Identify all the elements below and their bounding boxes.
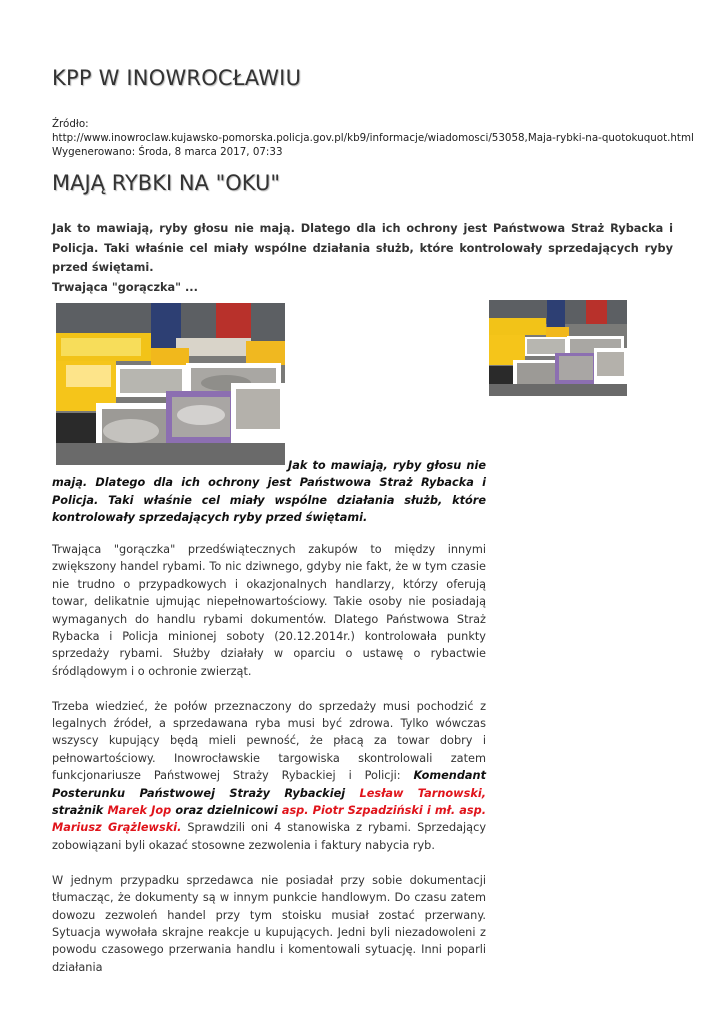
p2-intro: Trzeba wiedzieć, że połów przeznaczony do sprzedaży musi pochodzić z legalnych źródeł, a sprzedawana ryba musi być zdrowa. Tylko wówczas wszyscy kupujący będą mieli pewność, że płacą za towar dobry i pełnowartościowy. Inowrocławskie targowiska skontrolowali zatem funkcjonariusze Państwowej Straży Rybackiej i Policji: [52,699,486,783]
paragraph-1: Trwająca "gorączka" przedświątecznych zakupów to między innymi zwiększony handel rybami. To nic dziwnego, gdyby nie fakt, że w tym czasie nie trudno o przypadkowych i okazjonalnych handlarzy, którzy oferują towar, delikatnie ujmując niepełnowartościowy. Takie osoby nie posiadają wymaganych do handlu rybami dokumentów. Dlatego Państwowa Straż Rybacka i Policja minionej soboty (20.12.2014r.) kontrolowała punkty sprzedaży rybami. Służby działały w oparciu o ustawę o rybactwie śródlądowym i o ochronie zwierząt. [52,543,486,678]
p2-name-jop: Marek Jop [107,804,172,818]
document-meta [52,117,694,159]
fish-market-photo [56,303,285,465]
paragraph-3: W jednym przypadku sprzedawca nie posiadał przy sobie dokumentacji tłumacząc, że dokumenty są w innym punkcie handlowym. Do czasu zatem dowozu zezwoleń handel przy tym stoisku musiał zostać przerwany. Sytuacja wywołała skrajne reakcje u kupujących. Jedni byli niezadowoleni z powodu czasowego przerwania handlu i komentowali sytuację. Inni poparli działania [52,873,486,974]
p2-officer-names: asp. Piotr Szpadziński i mł. asp. Mariusz Grążlewski. [52,804,486,835]
p2-officers-title: oraz dzielnicowi [171,804,282,818]
fish-market-thumbnail[interactable] [489,300,627,396]
source-label: Źródło: [52,118,89,130]
site-title: KPP W INOWROCŁAWIU [52,66,302,90]
source-url[interactable]: http://www.inowroclaw.kujawsko-pomorska.policja.gov.pl/kb9/informacje/wiadomosci/53058,Maja-rybki-na-quotokuquot.html [52,132,694,144]
lead-more: Trwająca "gorączka" ... [52,280,198,294]
article-body [52,541,486,994]
generated-date: Wygenerowano: Środa, 8 marca 2017, 07:33 [52,146,283,158]
photo-caption: Jak to mawiają, ryby głosu nie mają. Dlatego dla ich ochrony jest Państwowa Straż Rybacka i Policja. Taki właśnie cel miały wspólne działania służb, które kontrolowały sprzedających ryby przed świętami. [52,459,486,524]
p2-guard-title: strażnik [52,804,108,818]
lead-text: Jak to mawiają, ryby głosu nie mają. Dlatego dla ich ochrony jest Państwowa Straż Rybacka i Policja. Taki właśnie cel miały wspólne działania służb, które kontrolowały sprzedających ryby przed świętami. [52,222,673,274]
p2-commander-title: Komendant Posterunku Państwowej Straży Rybackiej [52,769,486,800]
article-lead [52,219,673,297]
article-title: MAJĄ RYBKI NA "OKU" [52,171,281,195]
p2-name-tarnowski: Lesław Tarnowski, [359,786,487,800]
paragraph-2 [52,698,486,855]
p2-outro: Sprawdzili oni 4 stanowiska z rybami. Sprzedający zobowiązani byli okazać stosowne zezwolenia i faktury nabycia ryb. [52,821,487,852]
